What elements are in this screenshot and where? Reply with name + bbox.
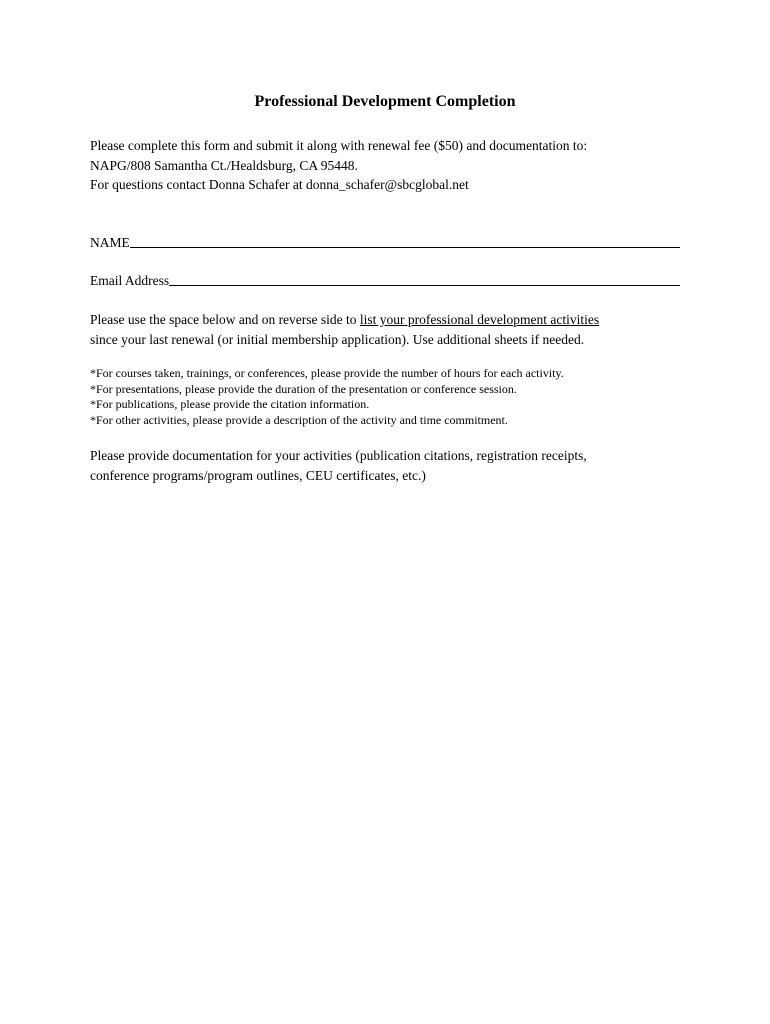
instructions-prefix: Please use the space below and on reverse side to: [90, 312, 360, 327]
note-publications: *For publications, please provide the citation information.: [90, 397, 370, 411]
notes-list: [90, 366, 690, 428]
intro-paragraph: [90, 136, 690, 195]
note-presentations: *For presentations, please provide the duration of the presentation or conference session.: [90, 381, 517, 396]
name-field-line[interactable]: [130, 233, 680, 248]
intro-line-1: Please complete this form and submit it along with renewal fee ($50) and documentation to:: [90, 138, 588, 153]
name-field[interactable]: [90, 230, 680, 252]
instructions-paragraph: [90, 310, 690, 349]
intro-line-2-address: NAPG/808 Samantha Ct./Healdsburg, CA 95448.: [90, 157, 358, 173]
instructions-line-1: [90, 310, 690, 330]
intro-line-3-contact: For questions contact Donna Schafer at donna_schafer@sbcglobal.net: [90, 177, 469, 192]
note-other-activities: *For other activities, please provide a description of the activity and time commitment.: [90, 412, 508, 427]
note-courses: *For courses taken, trainings, or conferences, please provide the number of hours for each activity.: [90, 366, 564, 380]
page-title: Professional Development Completion: [254, 93, 516, 110]
documentation-line-1: Please provide documentation for your activities (publication citations, registration receipts,: [90, 448, 587, 463]
documentation-paragraph: [90, 446, 690, 485]
email-field[interactable]: [90, 268, 680, 290]
instructions-underlined-text: list your professional development activities: [359, 312, 600, 327]
email-field-label: Email Address: [90, 273, 170, 288]
instructions-line-2: since your last renewal (or initial membership application). Use additional sheets if needed.: [90, 331, 585, 347]
email-field-line[interactable]: [169, 271, 680, 286]
name-field-label: NAME: [90, 235, 130, 250]
documentation-line-2: conference programs/program outlines, CEU certificates, etc.): [90, 467, 426, 483]
